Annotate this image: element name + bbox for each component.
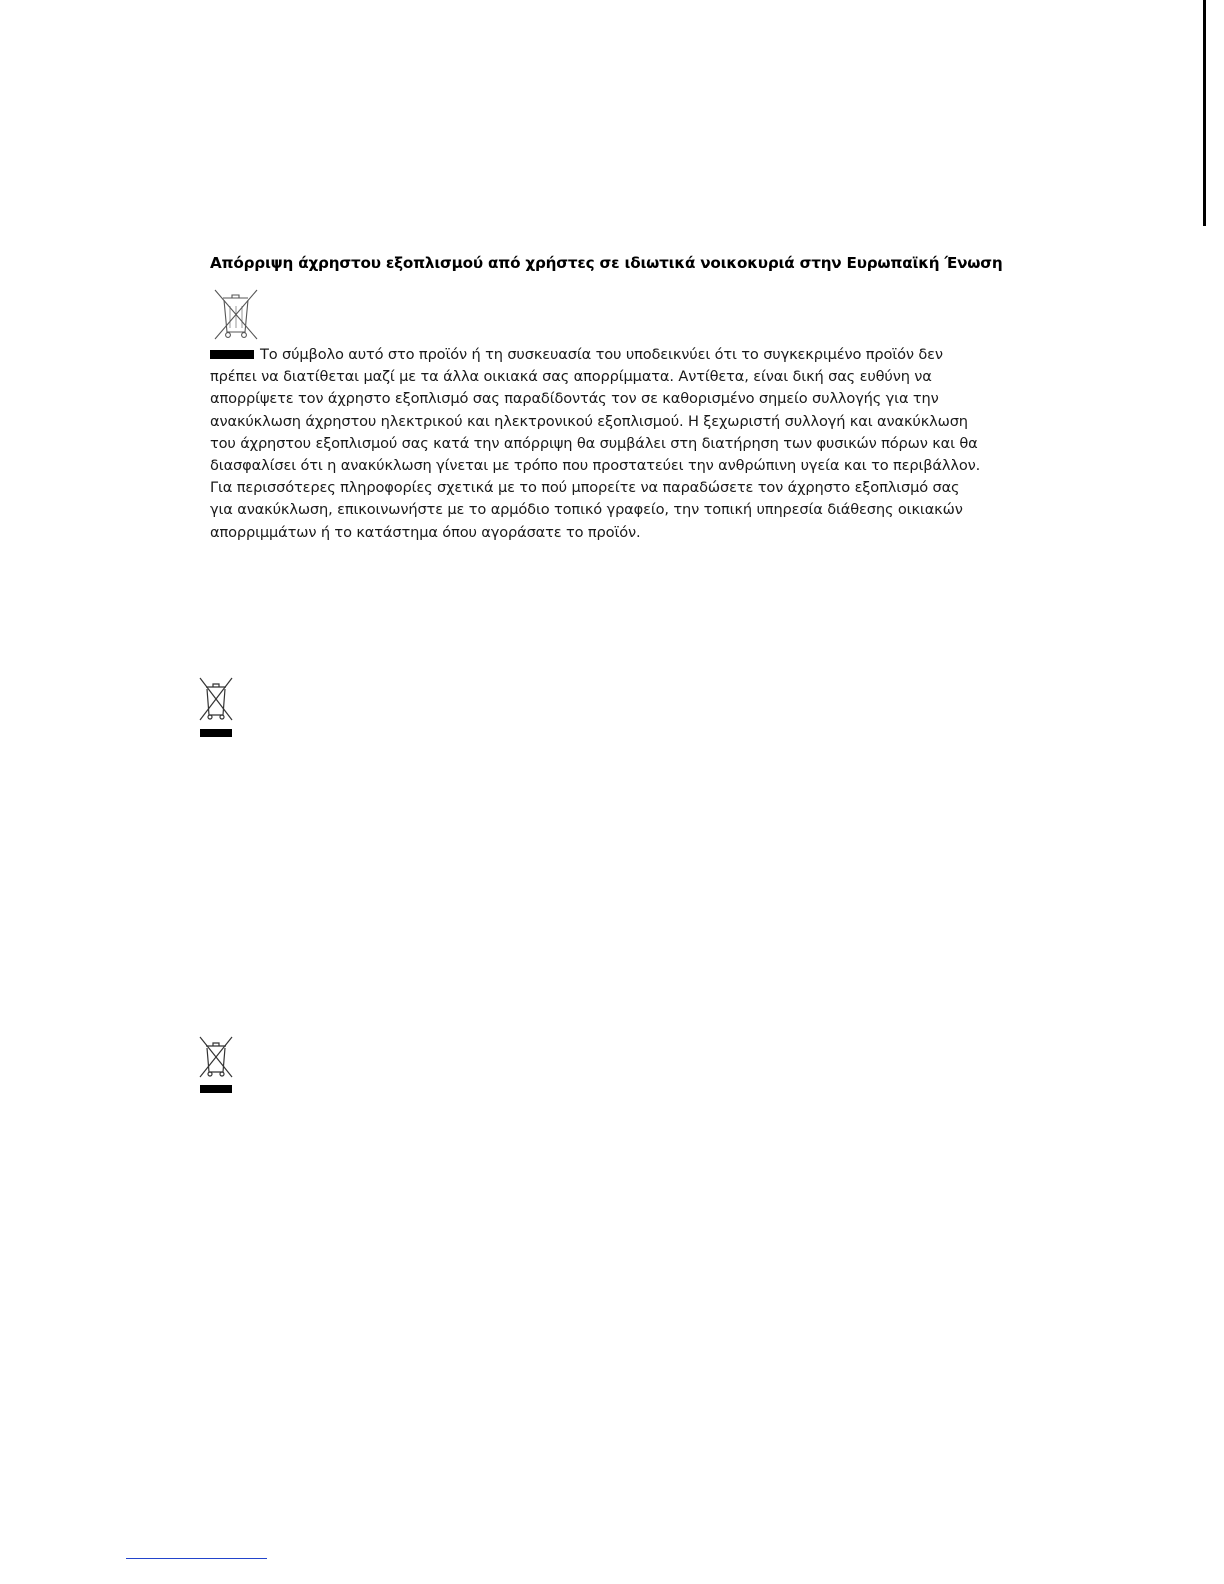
page-edge-bar xyxy=(1203,0,1206,226)
crossed-out-wheelie-bin-icon xyxy=(197,675,235,739)
section-heading: Απόρριψη άχρηστου εξοπλισμού από χρήστες σε ιδιωτικά νοικοκυριά στην Ευρωπαϊκή Ένωση xyxy=(210,254,1003,272)
crossed-out-wheelie-bin-icon xyxy=(197,1034,235,1096)
paragraph-line: διασφαλίσει ότι η ανακύκλωση γίνεται με τρόπο που προστατεύει την ανθρώπινη υγεία και το περιβάλλον. xyxy=(210,457,981,475)
footnote-separator xyxy=(126,1558,267,1559)
paragraph-line: ανακύκλωση άχρηστου ηλεκτρικού και ηλεκτρονικού εξοπλισμού. Η ξεχωριστή συλλογή και ανακύκλωση xyxy=(210,412,968,430)
paragraph-line: του άχρηστου εξοπλισμού σας κατά την απόρριψη θα συμβάλει στη διατήρηση των φυσικών πόρων και θα xyxy=(210,434,978,452)
paragraph-line: απορριμμάτων ή το κατάστημα όπου αγοράσατε το προϊόν. xyxy=(210,523,641,541)
paragraph-line: Για περισσότερες πληροφορίες σχετικά με το πού μπορείτε να παραδώσετε τον άχρηστο εξοπλισμό σας xyxy=(210,479,960,497)
paragraph-line: απορρίψετε τον άχρηστο εξοπλισμό σας παραδίδοντάς τον σε καθορισμένο σημείο συλλογής για την xyxy=(210,390,939,408)
paragraph-line: πρέπει να διατίθεται μαζί με τα άλλα οικιακά σας απορρίμματα. Αντίθετα, είναι δική σας ευθύνη να xyxy=(210,368,932,386)
disposal-instructions xyxy=(210,344,1115,544)
paragraph-line: Το σύμβολο αυτό στο προϊόν ή τη συσκευασία του υποδεικνύει ότι το συγκεκριμένο προϊόν δεν xyxy=(260,346,943,363)
paragraph-line: για ανακύκλωση, επικοινωνήστε με το αρμόδιο τοπικό γραφείο, την τοπική υπηρεσία διάθεσης οικιακών xyxy=(210,501,963,519)
